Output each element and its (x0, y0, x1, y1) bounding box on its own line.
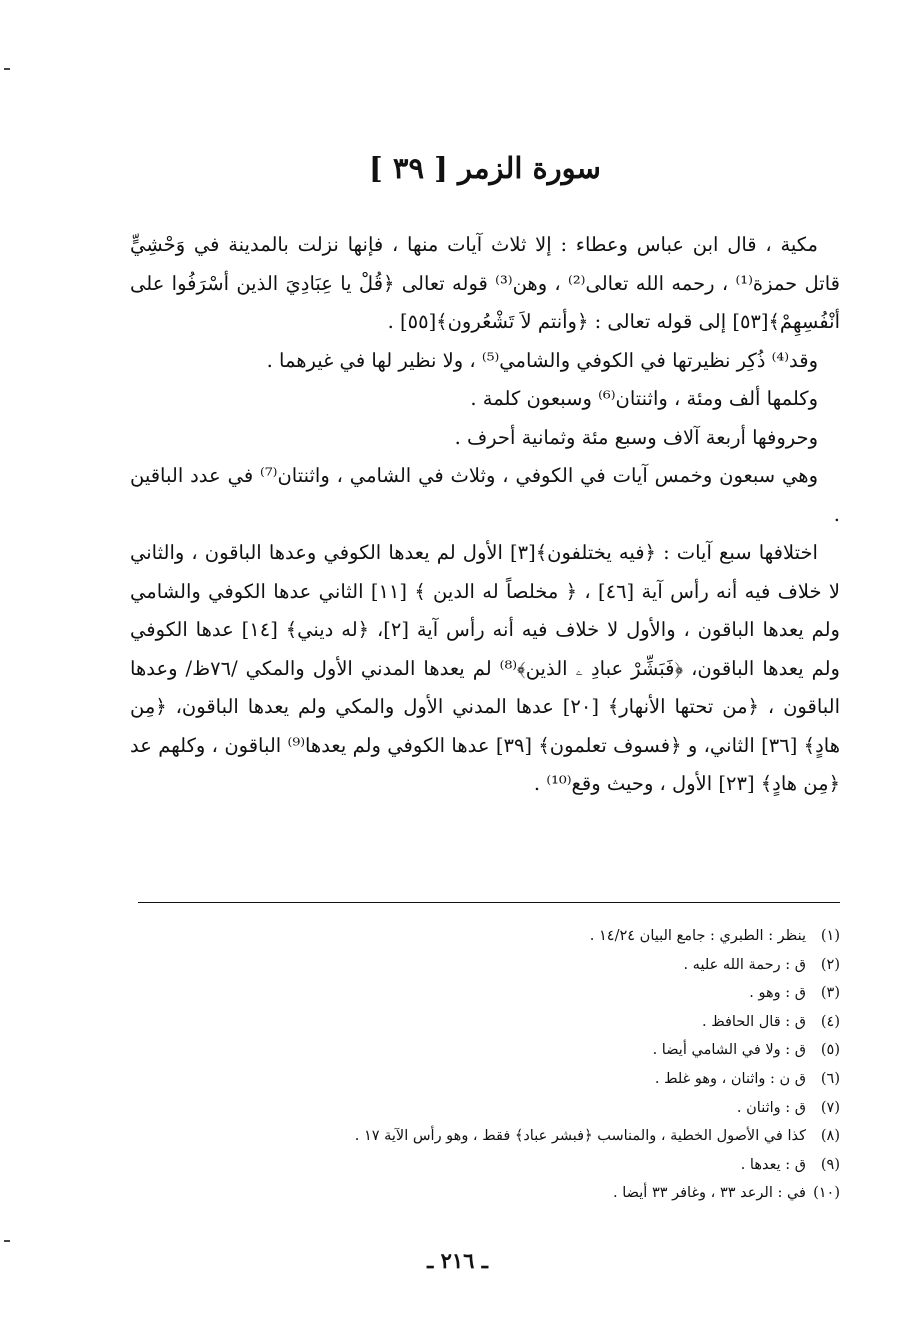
footnote-text: ينظر : الطبري : جامع البيان ١٤/٢٤ . (589, 928, 806, 944)
footnote (130, 979, 840, 1008)
footnote-number: (٩) (820, 1156, 840, 1173)
main-text (130, 226, 840, 804)
footnote (130, 1065, 840, 1094)
footnote-text: ق : رحمة الله عليه . (683, 956, 806, 973)
footnote (130, 951, 840, 980)
footnote-number: (٢) (820, 956, 840, 973)
paragraph-verse-count: وهي سبعون وخمس آيات في الكوفي ، وثلاث في الشامي ، واثنتان⁽⁷⁾ في عدد الباقين . (130, 464, 840, 526)
footnote-text: ق : يعدها . (740, 1156, 806, 1173)
paragraph-differences: اختلافها سبع آيات : ﴿فيه يختلفون﴾[٣] الأول لم يعدها الكوفي وعدها الباقون ، والثاني لا خلاف فيه أنه رأس آية [٤٦] ، ﴿ مخلصاً له الدين ﴾ [١١] الثاني عدها الكوفي والشامي ولم يعدها الباقون ، والأول لا خلاف فيه أنه رأس آية [٢]، ﴿له ديني﴾ [١٤] عدها الكوفي ولم يعدها الباقون، ﴿فَبَشِّرْ عبادِ ۦ الذين﴾⁽⁸⁾ لم يعدها المدني الأول والمكي /٧٦ظ/ وعدها الباقون ، ﴿من تحتها الأنهار﴾ [٢٠] عدها المدني الأول والمكي ولم يعدها الباقون، ﴿مِن هادٍ﴾ [٣٦] الثاني، و ﴿فسوف تعلمون﴾ [٣٩] عدها الكوفي ولم يعدها⁽⁹⁾ الباقون ، وكلهم عد ﴿مِن هادٍ﴾ [٢٣] الأول ، وحيث وقع⁽¹⁰⁾ . (130, 541, 841, 795)
footnote (130, 1122, 840, 1151)
footnote-text: ق ن : واثنان ، وهو غلط . (654, 1070, 806, 1087)
footnote-number: (٣) (820, 985, 840, 1002)
paragraph-word-count: وكلمها ألف ومئة ، واثنتان⁽⁶⁾ وسبعون كلمة . (470, 387, 818, 410)
footnote (130, 1008, 840, 1037)
footnote (130, 1036, 840, 1065)
footnote-number: (٤) (820, 1013, 840, 1030)
footnote (130, 1094, 840, 1123)
paragraph-parallels: وقد⁽⁴⁾ ذُكِر نظيرتها في الكوفي والشامي⁽⁵⁾ ، ولا نظير لها في غيرهما . (266, 348, 818, 372)
surah-title: سورة الزمر [ ٣٩ ] (369, 151, 601, 185)
footnote-text: في : الرعد ٣٣ ، وغافر ٣٣ أيضا . (613, 1185, 806, 1202)
paragraph-intro: مكية ، قال ابن عباس وعطاء : إلا ثلاث آيات منها ، فإنها نزلت بالمدينة في وَحْشِيٍّ قاتل حمزة⁽¹⁾ ، رحمه الله تعالى⁽²⁾ ، وهن⁽³⁾ قوله تعالى ﴿قُلْ يا عِبَادِيَ الذين أسْرَفُوا على أنْفُسِهِمْ﴾[٥٣] إلى قوله تعالى : ﴿وأنتم لاَ تَشْعُرون﴾[٥٥] . (130, 233, 840, 333)
footnote-text: كذا في الأصول الخطية ، والمناسب ﴿فبشر عباد﴾ فقط ، وهو رأس الآية ١٧ . (354, 1128, 806, 1145)
page-content (130, 140, 840, 804)
footnote (130, 1151, 840, 1180)
footnote-number: (٧) (820, 1099, 840, 1116)
paragraph-letter-count: وحروفها أربعة آلاف وسبع مئة وثمانية أحرف . (454, 425, 818, 449)
page-number: ـ ٢١٦ ـ (427, 1248, 488, 1273)
footnote-number: (٦) (820, 1070, 840, 1087)
footnote-number: (٥) (820, 1042, 840, 1059)
footnote (130, 1179, 840, 1208)
footnotes (130, 922, 840, 1208)
footnote-number: (٨) (820, 1128, 840, 1145)
footnote-text: ق : واثنان . (736, 1099, 806, 1116)
footnote-divider (138, 902, 840, 903)
edge-mark-bottom (4, 1240, 10, 1242)
footnote-text: ق : وهو . (749, 985, 806, 1002)
footnote-number: (١) (820, 928, 840, 944)
footnote-number: (١٠) (813, 1185, 840, 1202)
footnote-text: ق : ولا في الشامي أيضا . (652, 1042, 806, 1059)
footnote (130, 922, 840, 951)
footnote-text: ق : قال الحافظ . (702, 1013, 806, 1030)
edge-mark-top (4, 68, 10, 70)
